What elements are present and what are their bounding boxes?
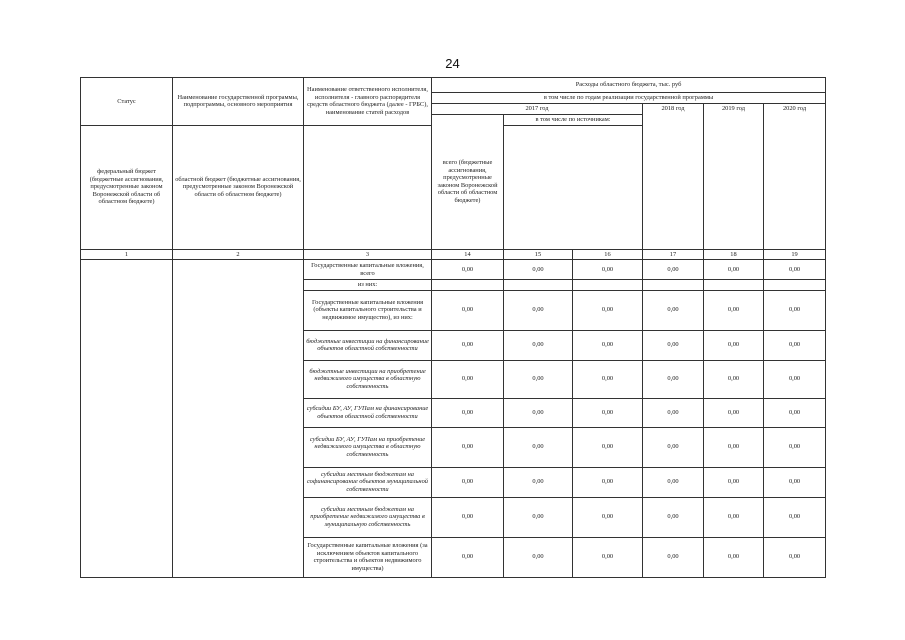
expense-item-name: субсидии местным бюджетам на приобретение недвижимого имущества в муниципальную собственность <box>304 497 432 537</box>
program-name-cell <box>173 260 304 578</box>
value-cell <box>504 280 573 291</box>
value-cell: 0,00 <box>764 497 826 537</box>
header-expenses: Расходы областного бюджета, тыс. руб <box>432 78 826 93</box>
value-cell: 0,00 <box>764 330 826 360</box>
value-cell: 0,00 <box>764 537 826 577</box>
column-number: 3 <box>304 249 432 260</box>
value-cell: 0,00 <box>704 427 764 467</box>
header-federal: федеральный бюджет (бюджетные ассигнования, предусмотренные законом Воронежской области об областном бюджете) <box>81 125 173 249</box>
value-cell <box>764 280 826 291</box>
value-cell: 0,00 <box>704 360 764 398</box>
budget-table <box>80 77 826 578</box>
header-by-sources: в том числе по источникам: <box>504 115 643 126</box>
column-number: 14 <box>432 249 504 260</box>
value-cell: 0,00 <box>643 497 704 537</box>
value-cell: 0,00 <box>643 398 704 427</box>
expense-item-name: бюджетные инвестиции на финансирование объектов областной собственности <box>304 330 432 360</box>
value-cell: 0,00 <box>573 497 643 537</box>
value-cell: 0,00 <box>764 398 826 427</box>
value-cell: 0,00 <box>432 497 504 537</box>
value-cell: 0,00 <box>573 260 643 280</box>
value-cell: 0,00 <box>504 537 573 577</box>
value-cell: 0,00 <box>432 330 504 360</box>
column-number: 19 <box>764 249 826 260</box>
expense-item-name: субсидии БУ, АУ, ГУПам на приобретение недвижимого имущества в областную собственность <box>304 427 432 467</box>
value-cell: 0,00 <box>764 467 826 497</box>
value-cell: 0,00 <box>704 497 764 537</box>
expense-item-name: Государственные капитальные вложения (объекты капитального строительства и недвижимое имущество), из них: <box>304 290 432 330</box>
header-regional: областной бюджет (бюджетные ассигнования, предусмотренные законом Воронежской области об областном бюджете) <box>173 125 304 249</box>
value-cell <box>704 280 764 291</box>
value-cell: 0,00 <box>764 427 826 467</box>
value-cell: 0,00 <box>643 467 704 497</box>
expense-item-name: Государственные капитальные вложения, всего <box>304 260 432 280</box>
header-year-2018: 2018 год <box>643 104 704 250</box>
expense-item-name: субсидии местным бюджетам на софинансирование объектов муниципальной собственности <box>304 467 432 497</box>
column-number: 15 <box>504 249 573 260</box>
value-cell: 0,00 <box>643 360 704 398</box>
value-cell: 0,00 <box>573 330 643 360</box>
value-cell: 0,00 <box>704 260 764 280</box>
status-cell <box>81 260 173 578</box>
value-cell: 0,00 <box>704 467 764 497</box>
page-number: 24 <box>445 56 460 71</box>
value-cell: 0,00 <box>704 290 764 330</box>
expense-item-name: Государственные капитальные вложения (за исключением объектов капитального строительства и объектов недвижимого имущества) <box>304 537 432 577</box>
value-cell: 0,00 <box>504 427 573 467</box>
value-cell <box>573 280 643 291</box>
value-cell <box>643 280 704 291</box>
header-executor: Наименование ответственного исполнителя, исполнителя - главного распорядителя средств областного бюджета (далее - ГРБС), наименование статей расходов <box>304 78 432 126</box>
value-cell: 0,00 <box>704 330 764 360</box>
column-number: 17 <box>643 249 704 260</box>
value-cell: 0,00 <box>764 260 826 280</box>
header-year-2020: 2020 год <box>764 104 826 250</box>
header-year-2019: 2019 год <box>704 104 764 250</box>
column-number: 1 <box>81 249 173 260</box>
expense-item-name: бюджетные инвестиции на приобретение недвижимого имущества в областную собственность <box>304 360 432 398</box>
expense-item-name: субсидии БУ, АУ, ГУПам на финансирование объектов областной собственности <box>304 398 432 427</box>
table-body <box>81 260 826 578</box>
value-cell: 0,00 <box>704 537 764 577</box>
expense-item-name: из них: <box>304 280 432 291</box>
header-total: всего (бюджетные ассигнования, предусмотренные законом Воронежской области об областном бюджете) <box>432 115 504 250</box>
value-cell: 0,00 <box>432 260 504 280</box>
header-program-name: Наименование государственной программы, подпрограммы, основного мероприятия <box>173 78 304 126</box>
header-by-years: в том числе по годам реализации государственной программы <box>432 93 826 104</box>
value-cell: 0,00 <box>573 360 643 398</box>
value-cell: 0,00 <box>432 537 504 577</box>
value-cell: 0,00 <box>432 398 504 427</box>
value-cell: 0,00 <box>764 290 826 330</box>
value-cell: 0,00 <box>764 360 826 398</box>
value-cell: 0,00 <box>643 260 704 280</box>
column-number: 2 <box>173 249 304 260</box>
table-row <box>81 260 826 280</box>
value-cell: 0,00 <box>643 427 704 467</box>
table-header <box>81 78 826 250</box>
value-cell: 0,00 <box>573 467 643 497</box>
column-numbers <box>81 249 826 260</box>
value-cell: 0,00 <box>432 360 504 398</box>
value-cell: 0,00 <box>504 467 573 497</box>
value-cell: 0,00 <box>573 427 643 467</box>
value-cell: 0,00 <box>504 398 573 427</box>
value-cell: 0,00 <box>643 330 704 360</box>
column-number: 18 <box>704 249 764 260</box>
value-cell: 0,00 <box>643 537 704 577</box>
header-status: Статус <box>81 78 173 126</box>
value-cell: 0,00 <box>432 427 504 467</box>
value-cell <box>432 280 504 291</box>
value-cell: 0,00 <box>504 497 573 537</box>
value-cell: 0,00 <box>504 360 573 398</box>
value-cell: 0,00 <box>573 537 643 577</box>
value-cell: 0,00 <box>573 290 643 330</box>
column-number: 16 <box>573 249 643 260</box>
value-cell: 0,00 <box>704 398 764 427</box>
value-cell: 0,00 <box>432 467 504 497</box>
value-cell: 0,00 <box>504 330 573 360</box>
value-cell: 0,00 <box>643 290 704 330</box>
header-year-2017: 2017 год <box>432 104 643 115</box>
value-cell: 0,00 <box>504 260 573 280</box>
value-cell: 0,00 <box>573 398 643 427</box>
value-cell: 0,00 <box>504 290 573 330</box>
value-cell: 0,00 <box>432 290 504 330</box>
